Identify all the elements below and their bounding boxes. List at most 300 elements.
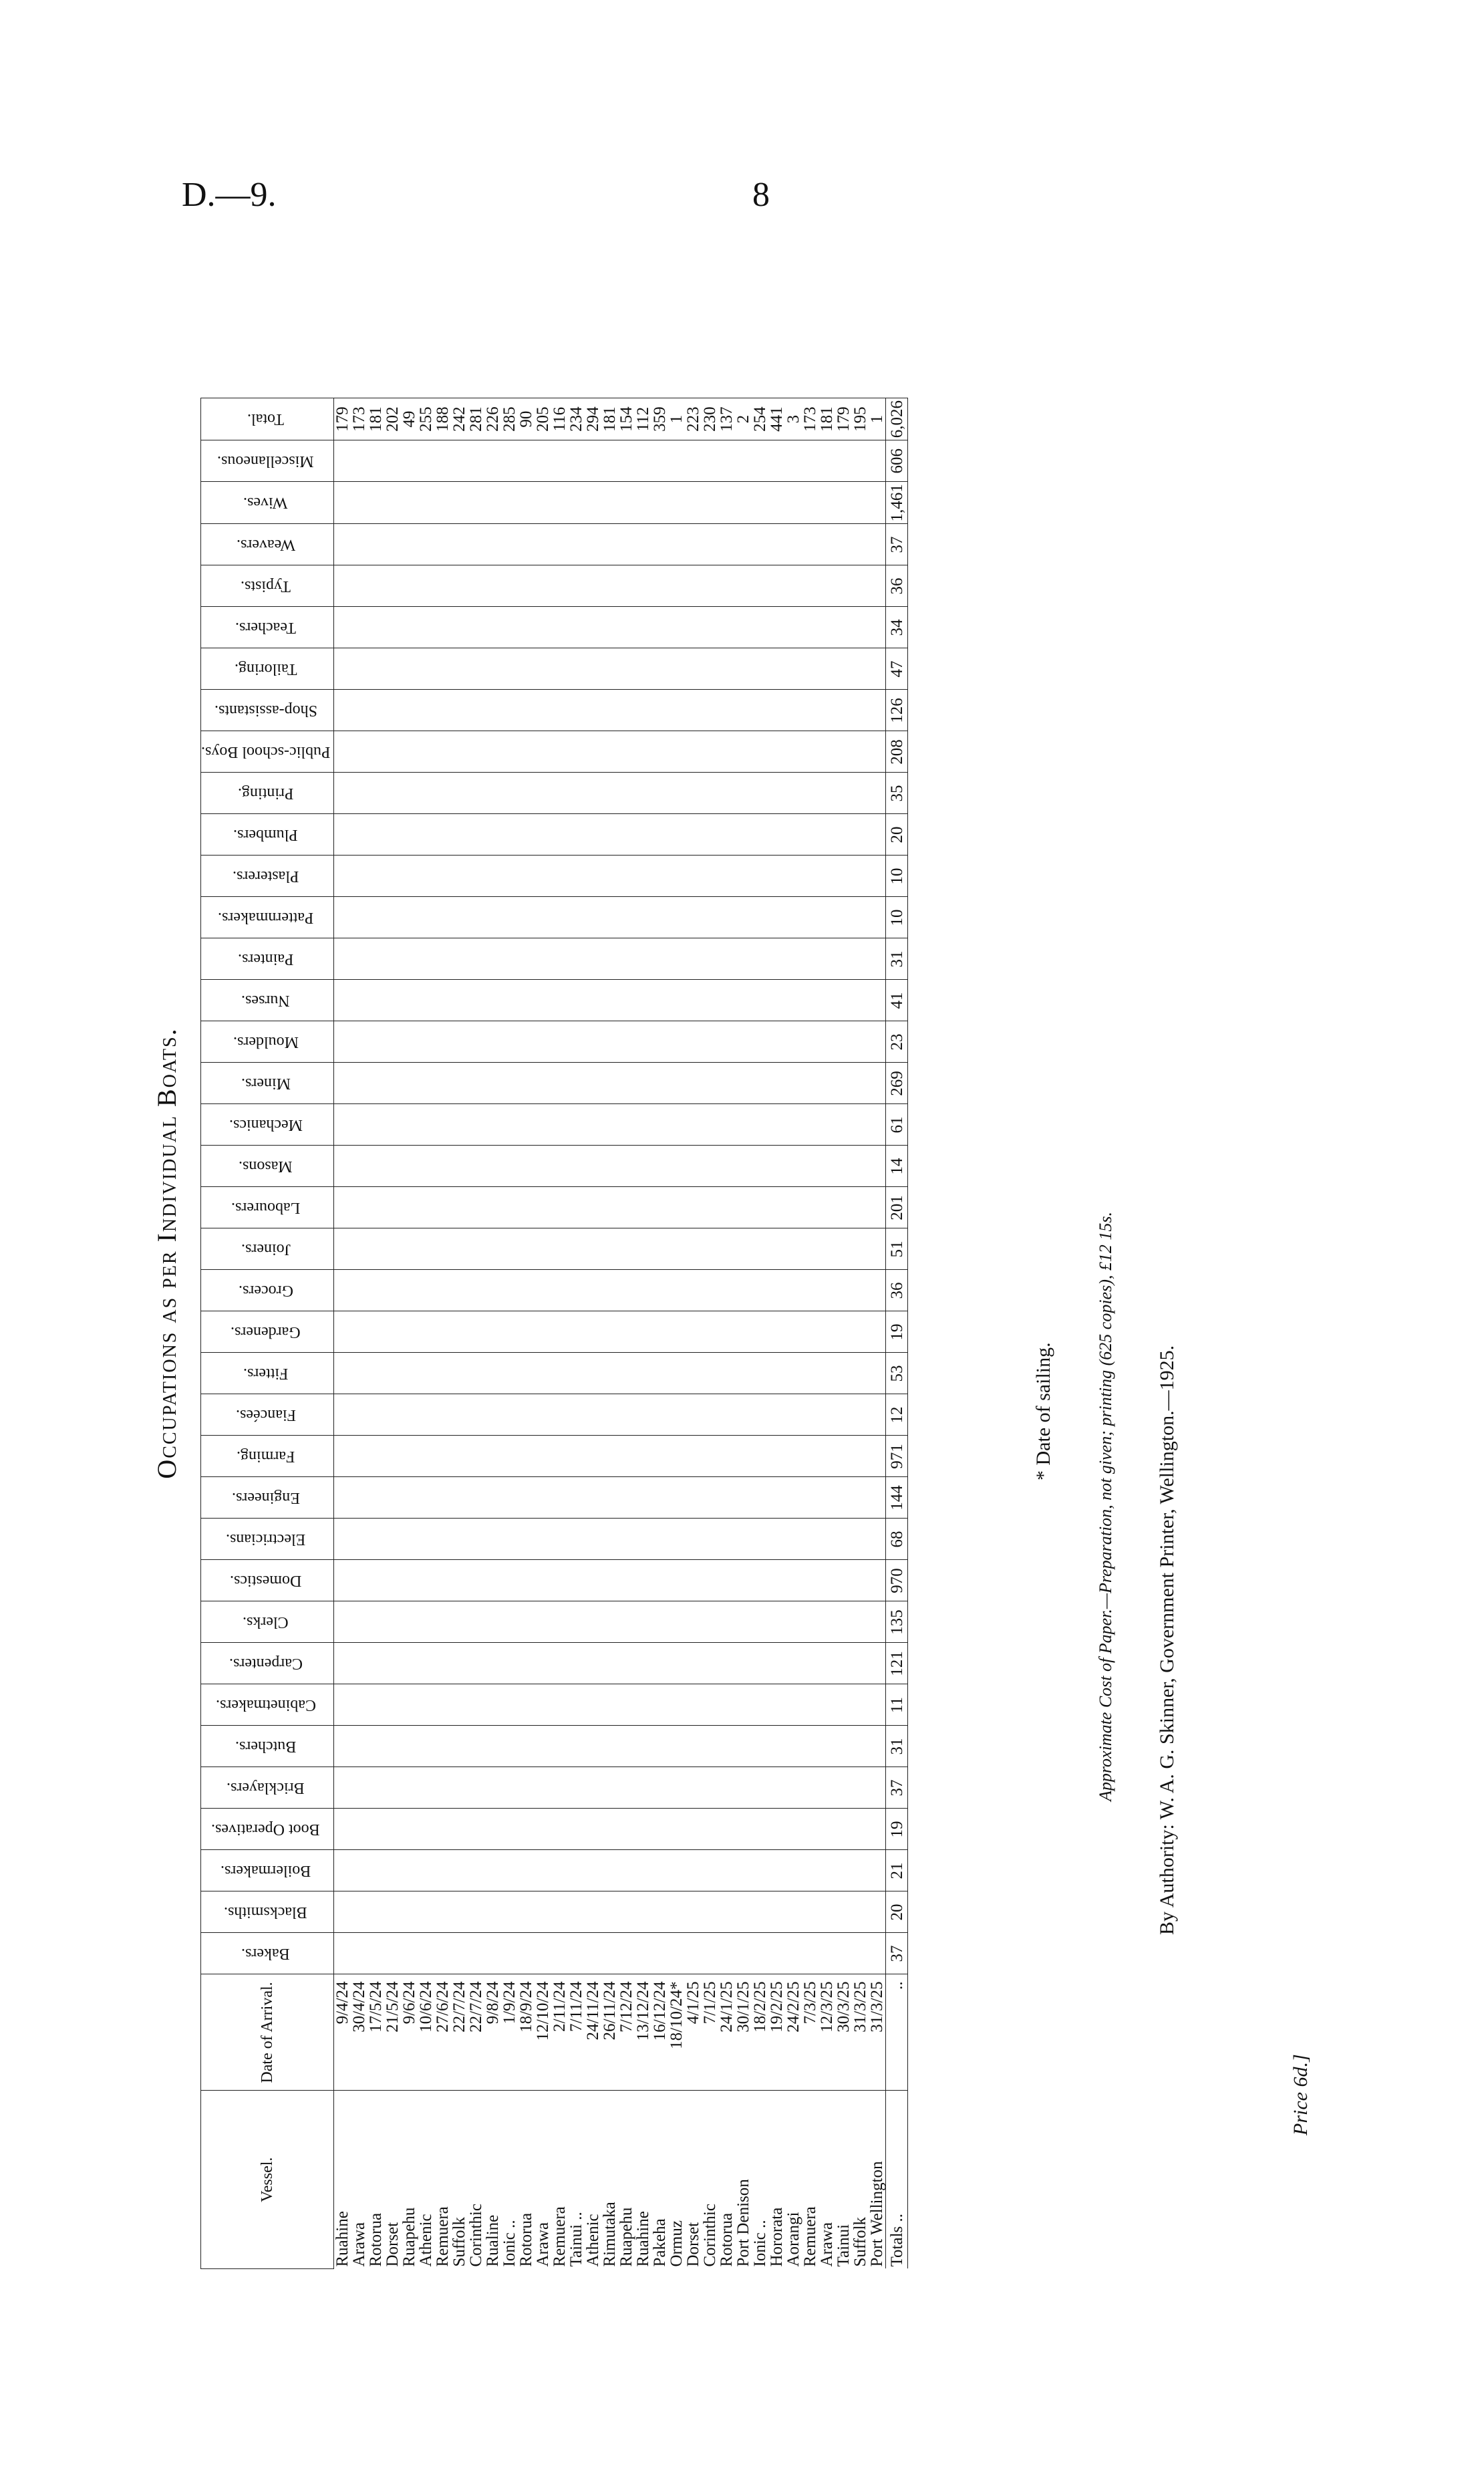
count-cell (668, 1477, 685, 1519)
count-cell (785, 1643, 802, 1684)
count-cell (668, 1933, 685, 1974)
count-cell (585, 1104, 601, 1146)
totals-cell: 47 (886, 648, 908, 690)
count-cell (668, 1767, 685, 1809)
count-cell (351, 1933, 367, 1974)
count-cell (702, 1021, 718, 1063)
count-cell (585, 482, 601, 524)
count-cell (468, 1560, 484, 1601)
count-cell (651, 731, 668, 773)
count-cell (685, 773, 702, 814)
count-cell (869, 938, 886, 980)
count-cell (451, 1228, 468, 1270)
count-cell (735, 1560, 752, 1601)
count-cell (651, 524, 668, 565)
count-cell (651, 1726, 668, 1767)
count-cell (367, 524, 384, 565)
count-cell (585, 938, 601, 980)
count-cell (585, 1726, 601, 1767)
count-cell (601, 1436, 618, 1477)
date-cell: 30/1/25 (735, 1974, 752, 2091)
count-cell (702, 1436, 718, 1477)
table-row (869, 398, 886, 2269)
count-cell (501, 1311, 518, 1353)
count-cell (484, 1850, 501, 1891)
count-cell (601, 897, 618, 938)
count-cell (601, 524, 618, 565)
count-cell (735, 1601, 752, 1643)
count-cell (785, 1436, 802, 1477)
count-cell (484, 1146, 501, 1187)
count-cell (484, 731, 501, 773)
count-cell (718, 1104, 735, 1146)
count-cell (468, 1643, 484, 1684)
count-cell (434, 980, 451, 1021)
count-cell (551, 897, 568, 938)
count-cell (869, 690, 886, 731)
count-cell (551, 440, 568, 482)
count-cell (618, 440, 635, 482)
count-cell (702, 1270, 718, 1311)
count-cell (668, 1850, 685, 1891)
totals-cell: 36 (886, 565, 908, 607)
count-cell (401, 1146, 418, 1187)
count-cell (351, 773, 367, 814)
count-cell (484, 1394, 501, 1436)
count-cell (802, 1394, 819, 1436)
count-cell (835, 1477, 852, 1519)
count-cell (468, 1767, 484, 1809)
count-cell (718, 1726, 735, 1767)
date-cell: 30/3/25 (835, 1974, 852, 2091)
count-cell (451, 524, 468, 565)
count-cell (835, 1353, 852, 1394)
table-row (551, 398, 568, 2269)
count-cell (768, 1850, 785, 1891)
count-cell (568, 938, 585, 980)
count-cell (752, 856, 768, 897)
count-cell (535, 1684, 551, 1726)
count-cell (702, 1104, 718, 1146)
count-cell (551, 1726, 568, 1767)
count-cell (468, 1146, 484, 1187)
count-cell (869, 482, 886, 524)
table-row (835, 398, 852, 2269)
count-cell (718, 1809, 735, 1850)
count-cell (401, 1809, 418, 1850)
date-cell: 24/11/24 (585, 1974, 601, 2091)
count-cell (484, 856, 501, 897)
count-cell (752, 1850, 768, 1891)
count-cell (468, 440, 484, 482)
count-cell (568, 1477, 585, 1519)
count-cell (384, 1684, 401, 1726)
count-cell (651, 607, 668, 648)
total-cell: 181 (367, 398, 384, 440)
count-cell (752, 1311, 768, 1353)
count-cell (802, 731, 819, 773)
count-cell (418, 524, 434, 565)
count-cell (618, 1601, 635, 1643)
count-cell (401, 524, 418, 565)
count-cell (585, 690, 601, 731)
count-cell (819, 1353, 835, 1394)
count-cell (551, 1394, 568, 1436)
count-cell (819, 980, 835, 1021)
count-cell (468, 524, 484, 565)
count-cell (651, 1809, 668, 1850)
count-cell (768, 690, 785, 731)
count-cell (484, 1021, 501, 1063)
count-cell (869, 1933, 886, 1974)
count-cell (367, 897, 384, 938)
count-cell (852, 440, 869, 482)
count-cell (735, 1809, 752, 1850)
count-cell (535, 1021, 551, 1063)
count-cell (585, 1477, 601, 1519)
count-cell (334, 690, 351, 731)
count-cell (785, 1560, 802, 1601)
count-cell (819, 1519, 835, 1560)
count-cell (418, 1519, 434, 1560)
count-cell (451, 1809, 468, 1850)
count-cell (752, 648, 768, 690)
count-cell (551, 1519, 568, 1560)
count-cell (401, 1353, 418, 1394)
count-cell (601, 980, 618, 1021)
count-cell (785, 731, 802, 773)
count-cell (618, 1643, 635, 1684)
count-cell (367, 1519, 384, 1560)
count-cell (501, 1187, 518, 1228)
count-cell (518, 1767, 535, 1809)
count-cell (802, 814, 819, 856)
count-cell (618, 1228, 635, 1270)
table-row (468, 398, 484, 2269)
count-cell (585, 1601, 601, 1643)
count-cell (651, 440, 668, 482)
count-cell (668, 1311, 685, 1353)
count-cell (819, 1104, 835, 1146)
count-cell (685, 980, 702, 1021)
count-cell (334, 1933, 351, 1974)
count-cell (802, 773, 819, 814)
count-cell (367, 1311, 384, 1353)
count-cell (668, 565, 685, 607)
count-cell (367, 1021, 384, 1063)
count-cell (367, 814, 384, 856)
count-cell (351, 938, 367, 980)
totals-cell: 10 (886, 897, 908, 938)
count-cell (384, 897, 401, 938)
count-cell (518, 1643, 535, 1684)
count-cell (785, 897, 802, 938)
count-cell (869, 1601, 886, 1643)
count-cell (367, 1850, 384, 1891)
count-cell (484, 1228, 501, 1270)
count-cell (484, 1436, 501, 1477)
count-cell (351, 1643, 367, 1684)
count-cell (585, 731, 601, 773)
count-cell (735, 1726, 752, 1767)
count-cell (718, 1519, 735, 1560)
count-cell (835, 1684, 852, 1726)
count-cell (401, 607, 418, 648)
count-cell (451, 731, 468, 773)
count-cell (551, 938, 568, 980)
count-cell (434, 607, 451, 648)
count-cell (551, 773, 568, 814)
count-cell (735, 773, 752, 814)
count-cell (768, 1436, 785, 1477)
totals-cell: 21 (886, 1850, 908, 1891)
count-cell (568, 1394, 585, 1436)
count-cell (334, 1394, 351, 1436)
occupation-header: Boot Operatives. (201, 1809, 334, 1850)
count-cell (334, 524, 351, 565)
count-cell (334, 482, 351, 524)
count-cell (334, 773, 351, 814)
count-cell (585, 814, 601, 856)
count-cell (702, 1063, 718, 1104)
date-cell: 7/11/24 (568, 1974, 585, 2091)
count-cell (785, 1187, 802, 1228)
date-cell: 18/2/25 (752, 1974, 768, 2091)
date-cell: 22/7/24 (468, 1974, 484, 2091)
count-cell (635, 1560, 651, 1601)
count-cell (668, 814, 685, 856)
count-cell (785, 524, 802, 565)
vessel-cell: Ruapehu (401, 2091, 418, 2269)
count-cell (568, 1601, 585, 1643)
count-cell (418, 1063, 434, 1104)
count-cell (518, 897, 535, 938)
count-cell (752, 1560, 768, 1601)
authority-line: By Authority: W. A. G. Skinner, Government Printer, Wellington.—1925. (1156, 1345, 1178, 1935)
occupation-header: Moulders. (201, 1021, 334, 1063)
count-cell (718, 1560, 735, 1601)
vessel-cell: Port Wellington (869, 2091, 886, 2269)
count-cell (451, 1519, 468, 1560)
count-cell (618, 1519, 635, 1560)
occupation-header: Typists. (201, 565, 334, 607)
table-row (585, 398, 601, 2269)
count-cell (484, 814, 501, 856)
count-cell (451, 1726, 468, 1767)
count-cell (819, 1560, 835, 1601)
count-cell (869, 1187, 886, 1228)
count-cell (702, 440, 718, 482)
count-cell (768, 897, 785, 938)
count-cell (401, 1850, 418, 1891)
count-cell (702, 1477, 718, 1519)
count-cell (401, 1560, 418, 1601)
count-cell (835, 938, 852, 980)
count-cell (518, 1891, 535, 1933)
total-cell: 1 (668, 398, 685, 440)
count-cell (434, 1684, 451, 1726)
count-cell (685, 1021, 702, 1063)
count-cell (468, 814, 484, 856)
count-cell (367, 482, 384, 524)
count-cell (501, 731, 518, 773)
count-cell (785, 690, 802, 731)
count-cell (484, 1767, 501, 1809)
count-cell (418, 648, 434, 690)
count-cell (685, 690, 702, 731)
table-row (434, 398, 451, 2269)
count-cell (869, 773, 886, 814)
count-cell (551, 1187, 568, 1228)
count-cell (752, 897, 768, 938)
total-cell: 173 (802, 398, 819, 440)
count-cell (735, 1146, 752, 1187)
count-cell (668, 648, 685, 690)
count-cell (384, 1519, 401, 1560)
occupation-header: Fitters. (201, 1353, 334, 1394)
count-cell (551, 1021, 568, 1063)
count-cell (401, 1436, 418, 1477)
count-cell (518, 856, 535, 897)
date-cell: 12/3/25 (819, 1974, 835, 2091)
occupation-header: Miscellaneous. (201, 440, 334, 482)
count-cell (768, 648, 785, 690)
total-cell: 202 (384, 398, 401, 440)
total-cell: 181 (601, 398, 618, 440)
count-cell (819, 856, 835, 897)
count-cell (334, 1560, 351, 1601)
count-cell (401, 1477, 418, 1519)
count-cell (819, 1726, 835, 1767)
count-cell (551, 1063, 568, 1104)
count-cell (618, 1187, 635, 1228)
count-cell (501, 1684, 518, 1726)
count-cell (418, 773, 434, 814)
count-cell (585, 1187, 601, 1228)
count-cell (685, 814, 702, 856)
count-cell (702, 1187, 718, 1228)
totals-cell: 37 (886, 524, 908, 565)
count-cell (635, 565, 651, 607)
count-cell (702, 524, 718, 565)
occupation-header: Bakers. (201, 1933, 334, 1974)
count-cell (635, 1353, 651, 1394)
count-cell (351, 1228, 367, 1270)
count-cell (802, 565, 819, 607)
count-cell (785, 856, 802, 897)
count-cell (451, 897, 468, 938)
count-cell (635, 938, 651, 980)
count-cell (501, 1353, 518, 1394)
count-cell (351, 1104, 367, 1146)
count-cell (668, 1104, 685, 1146)
count-cell (668, 1726, 685, 1767)
table-row (384, 398, 401, 2269)
count-cell (735, 1436, 752, 1477)
count-cell (585, 565, 601, 607)
count-cell (635, 1601, 651, 1643)
count-cell (568, 1146, 585, 1187)
count-cell (418, 1933, 434, 1974)
count-cell (585, 1684, 601, 1726)
count-cell (384, 607, 401, 648)
count-cell (568, 1104, 585, 1146)
count-cell (585, 1353, 601, 1394)
vessel-cell: Pakeha (651, 2091, 668, 2269)
count-cell (685, 1270, 702, 1311)
vessel-cell: Rotorua (718, 2091, 735, 2269)
table-row (802, 398, 819, 2269)
count-cell (601, 731, 618, 773)
count-cell (702, 1891, 718, 1933)
total-cell: 2 (735, 398, 752, 440)
count-cell (835, 1767, 852, 1809)
count-cell (468, 1436, 484, 1477)
count-cell (468, 1104, 484, 1146)
table-row (651, 398, 668, 2269)
count-cell (685, 524, 702, 565)
grand-total: 6,026 (886, 398, 908, 440)
count-cell (568, 1891, 585, 1933)
occupation-header: Weavers. (201, 524, 334, 565)
count-cell (768, 440, 785, 482)
count-cell (752, 607, 768, 648)
count-cell (551, 1933, 568, 1974)
count-cell (384, 1933, 401, 1974)
count-cell (601, 648, 618, 690)
count-cell (535, 1726, 551, 1767)
count-cell (618, 565, 635, 607)
date-cell: 7/12/24 (618, 1974, 635, 2091)
total-cell: 3 (785, 398, 802, 440)
count-cell (869, 1394, 886, 1436)
count-cell (668, 1021, 685, 1063)
count-cell (585, 440, 601, 482)
count-cell (802, 482, 819, 524)
count-cell (518, 1353, 535, 1394)
count-cell (768, 524, 785, 565)
count-cell (685, 1560, 702, 1601)
count-cell (501, 814, 518, 856)
count-cell (518, 690, 535, 731)
totals-cell: 51 (886, 1228, 908, 1270)
count-cell (651, 856, 668, 897)
count-cell (434, 1933, 451, 1974)
count-cell (835, 1436, 852, 1477)
count-cell (685, 1767, 702, 1809)
count-cell (835, 1560, 852, 1601)
count-cell (702, 1353, 718, 1394)
count-cell (635, 1311, 651, 1353)
count-cell (484, 1933, 501, 1974)
count-cell (384, 1560, 401, 1601)
count-cell (334, 1146, 351, 1187)
table-row (752, 398, 768, 2269)
count-cell (819, 773, 835, 814)
count-cell (451, 938, 468, 980)
count-cell (501, 482, 518, 524)
count-cell (418, 897, 434, 938)
count-cell (869, 1684, 886, 1726)
count-cell (668, 1436, 685, 1477)
count-cell (618, 1021, 635, 1063)
count-cell (451, 1353, 468, 1394)
count-cell (468, 1850, 484, 1891)
count-cell (718, 482, 735, 524)
count-cell (852, 856, 869, 897)
occupation-header: Painters. (201, 938, 334, 980)
count-cell (601, 440, 618, 482)
